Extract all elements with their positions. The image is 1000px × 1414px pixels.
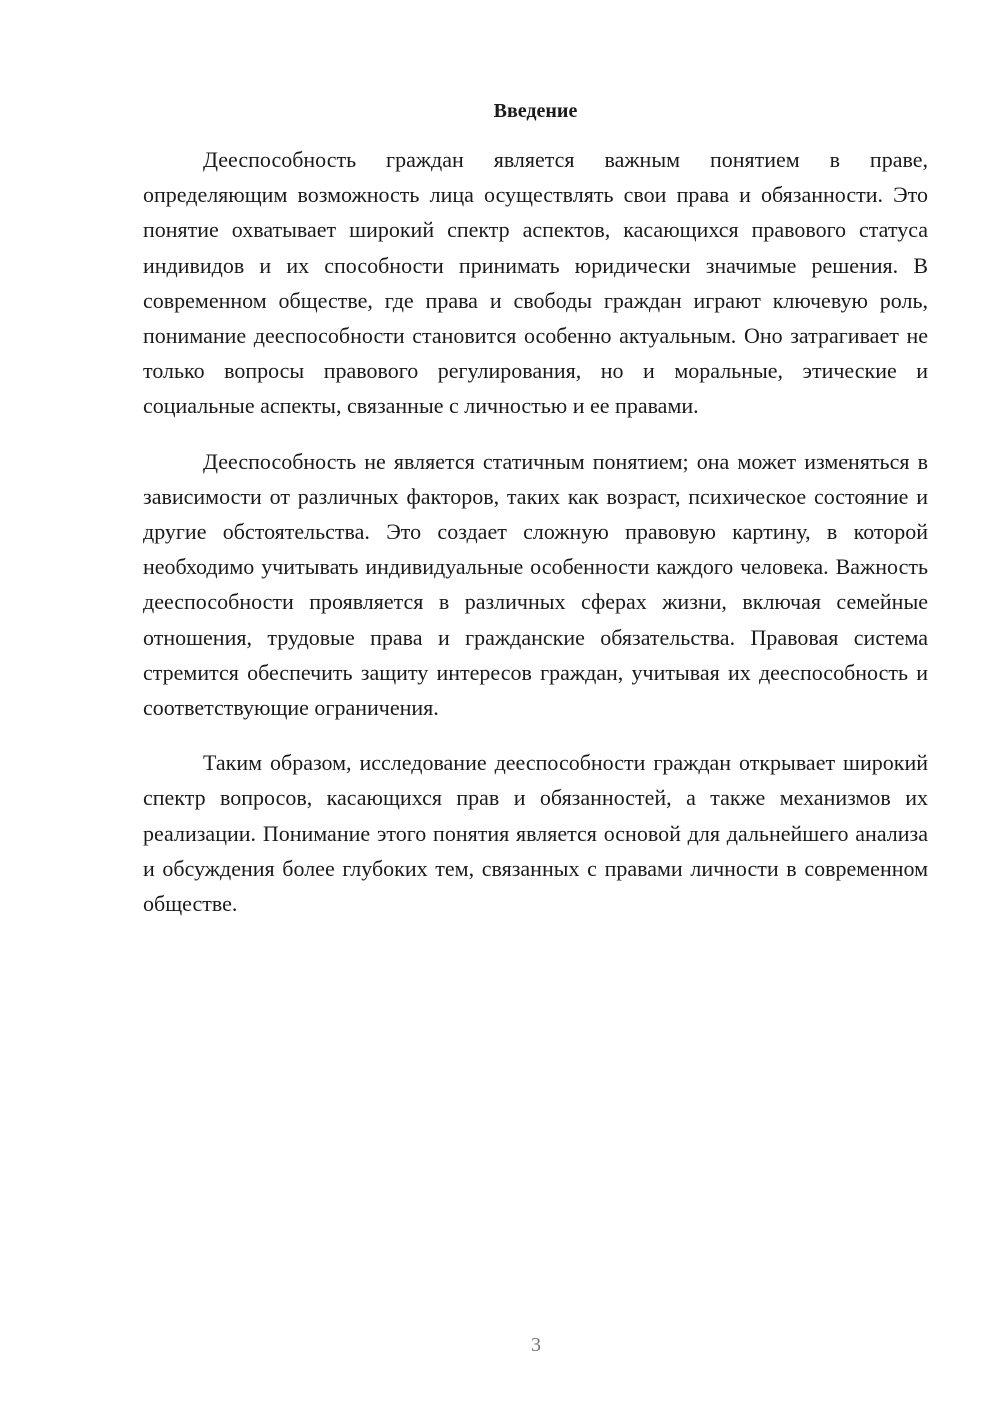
paragraph-3: Таким образом, исследование дееспособности граждан открывает широкий спектр вопросов, касающихся прав и обязанностей, а также механизмов их реализации. Понимание этого понятия является основой для дальнейшего анализа и обсуждения более глубоких тем, связанных с правами личности в современном обществе. [143,750,928,917]
document-body [143,142,928,941]
page-number: 3 [531,1334,541,1356]
paragraph-2: Дееспособность не является статичным понятием; она может изменяться в зависимости от различных факторов, таких как возраст, психическое состояние и другие обстоятельства. Это создает сложную правовую картину, в которой необходимо учитывать индивидуальные особенности каждого человека. Важность дееспособности проявляется в различных сферах жизни, включая семейные отношения, трудовые права и гражданские обязательства. Правовая система стремится обеспечить защиту интересов граждан, учитывая их дееспособность и соответствующие ограничения. [143,448,928,721]
page-title: Введение [493,100,578,122]
paragraph-1: Дееспособность граждан является важным понятием в праве, определяющим возможность лица осуществлять свои права и обязанности. Это понятие охватывает широкий спектр аспектов, касающихся правового статуса индивидов и их способности принимать юридически значимые решения. В современном обществе, где права и свободы граждан играют ключевую роль, понимание дееспособности становится особенно актуальным. Оно затрагивает не только вопросы правового регулирования, но и моральные, этические и социальные аспекты, связанные с личностью и ее правами. [143,147,928,419]
